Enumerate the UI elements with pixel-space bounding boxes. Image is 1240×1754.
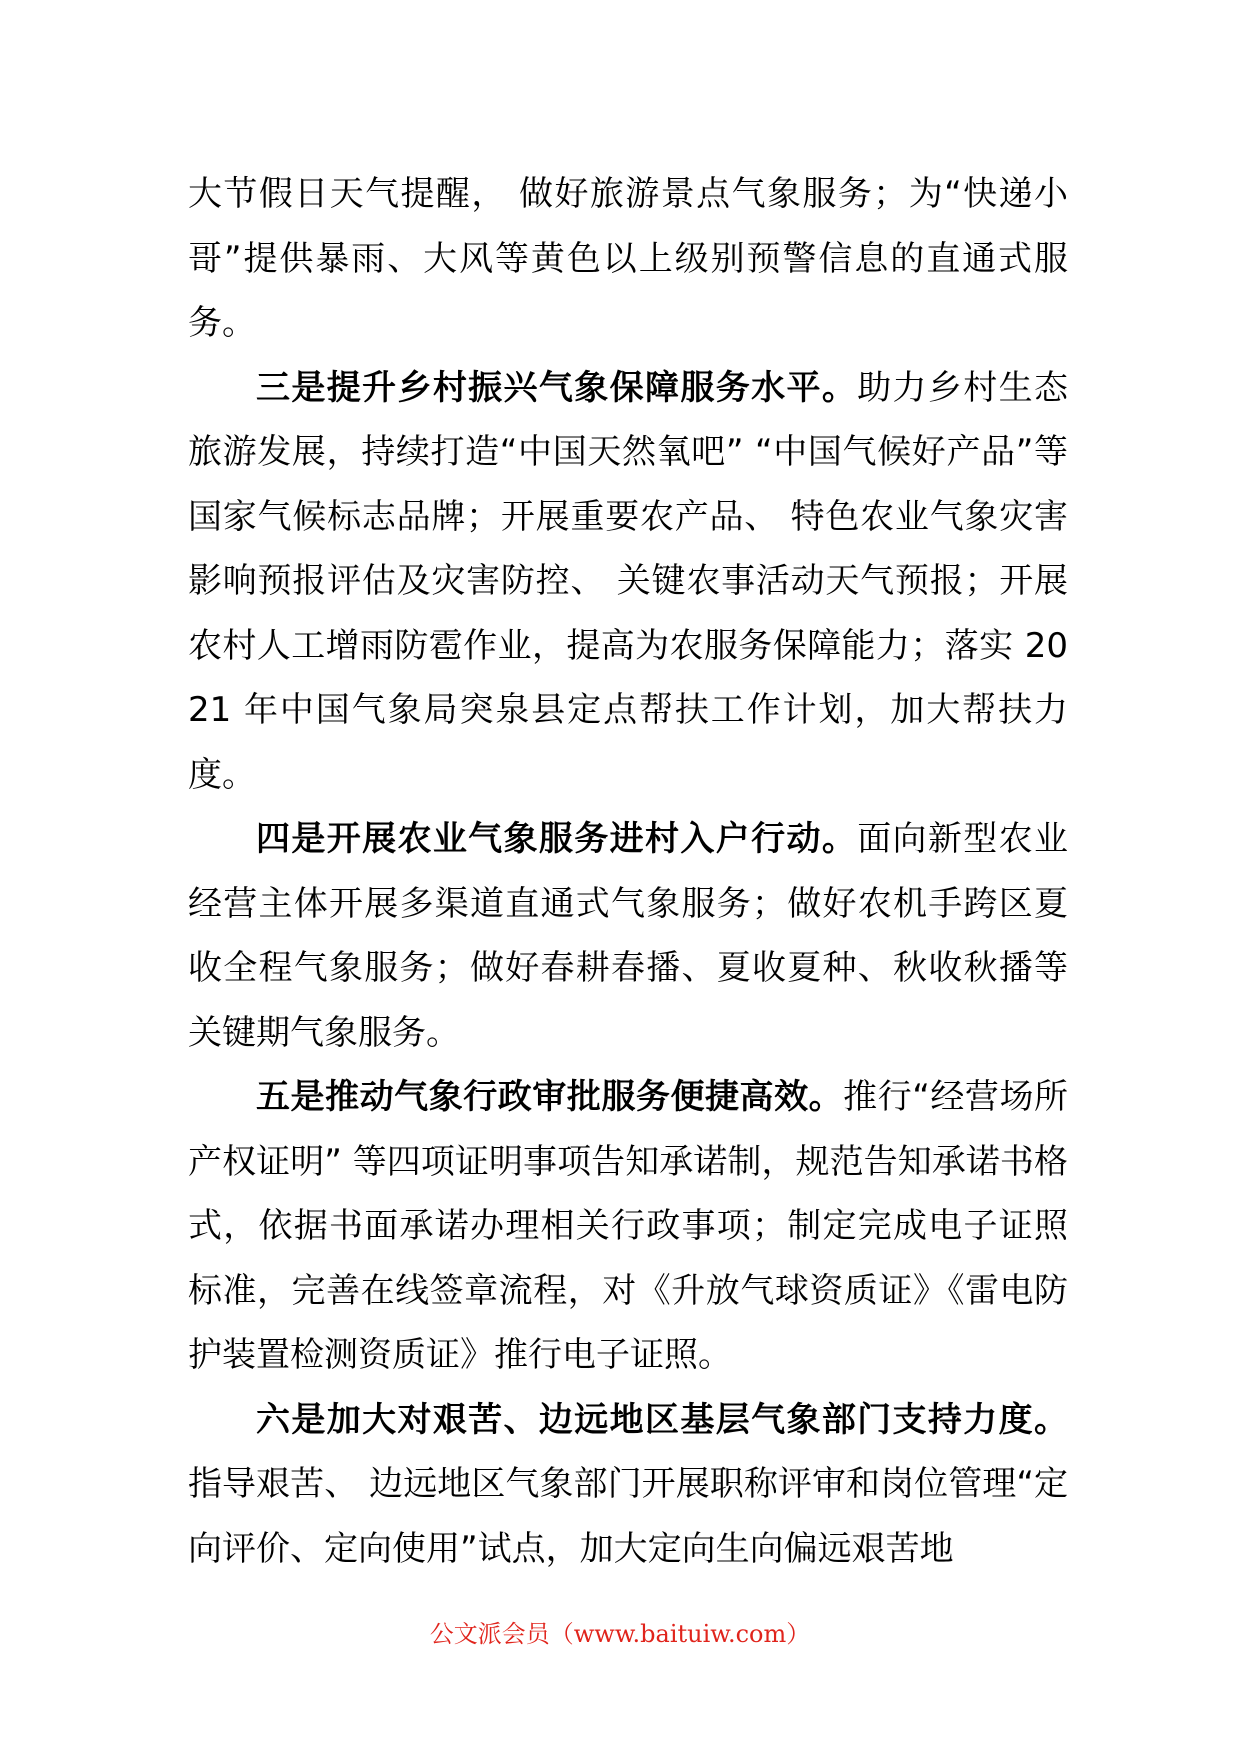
paragraph-item-3 [188, 356, 1068, 808]
paragraph-item-6 [188, 1388, 1068, 1582]
paragraph-lead: 六是加大对艰苦、边远地区基层气象部门支持力度。 [256, 1399, 1068, 1440]
document-body [188, 162, 1068, 1581]
paragraph-continuation [188, 162, 1068, 356]
paragraph-text: 面向新型农业经营主体开展多渠道直通式气象服务；做好农机手跨区夏收全程气象服务；做好春耕春播、夏收夏种、秋收秋播等关键期气象服务。 [188, 819, 1069, 1053]
paragraph-text: 助力乡村生态旅游发展，持续打造“中国天然氧吧” “中国气候好产品”等国家气候标志品牌；开展重要农产品、 特色农业气象灾害影响预报评估及灾害防控、 关键农事活动天气预报；开展农村人工增雨防雹作业，提高为农服务保障能力；落实 2021 年中国气象局突泉县定点帮扶工作计划，加大帮扶力度。 [188, 367, 1069, 795]
paragraph-lead: 四是开展农业气象服务进村入户行动。 [256, 819, 858, 859]
paragraph-lead: 三是提升乡村振兴气象保障服务水平。 [256, 367, 858, 408]
paragraph-item-5 [188, 1065, 1068, 1388]
footer-watermark: 公文派会员（www.baituiw.com） [429, 1620, 811, 1648]
paragraph-text: 指导艰苦、 边远地区气象部门开展职称评审和岗位管理“定向评价、定向使用”试点，加大定向生向偏远艰苦地 [188, 1464, 1068, 1569]
paragraph-text: 推行“经营场所产权证明” 等四项证明事项告知承诺制，规范告知承诺书格式，依据书面承诺办理相关行政事项；制定完成电子证照标准，完善在线签章流程，对《升放气球资质证》《雷电防护装置检测资质证》推行电子证照。 [188, 1077, 1068, 1375]
paragraph-item-4 [188, 807, 1068, 1065]
paragraph-lead: 五是推动气象行政审批服务便捷高效。 [256, 1077, 844, 1117]
paragraph-text: 大节假日天气提醒， 做好旅游景点气象服务；为“快递小哥”提供暴雨、大风等黄色以上级别预警信息的直通式服务。 [188, 174, 1068, 343]
